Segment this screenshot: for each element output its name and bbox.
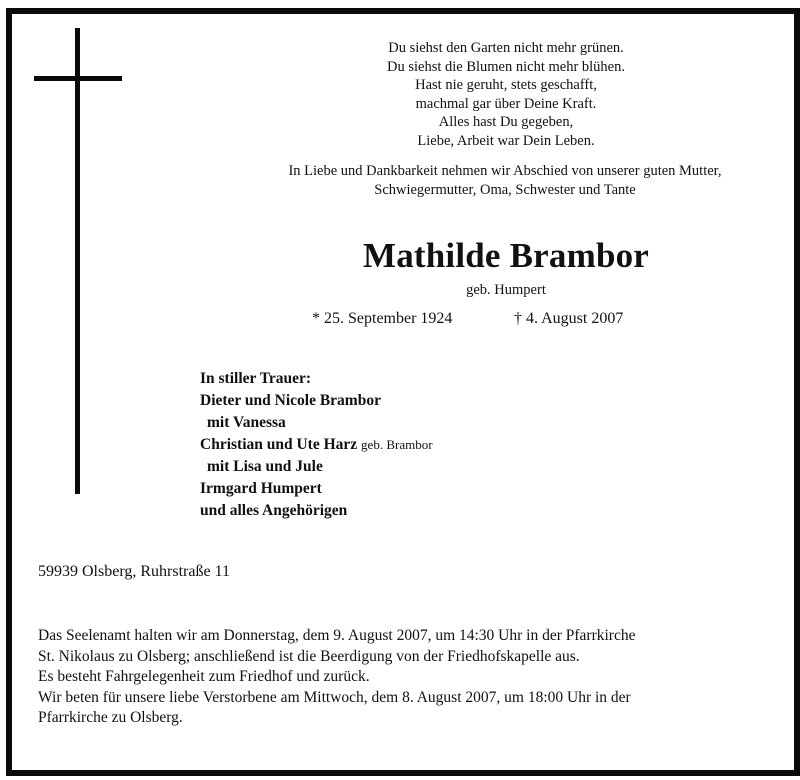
dedication-line: Schwiegermutter, Oma, Schwester und Tante <box>374 182 636 198</box>
announcement-line: Das Seelenamt halten wir am Donnerstag, dem 9. August 2007, um 14:30 Uhr in der Pfarrkirche <box>38 627 636 644</box>
mourner-line: Irmgard Humpert <box>200 480 322 497</box>
mourner-line: und alles Angehörigen <box>200 502 348 519</box>
deceased-name: Mathilde Brambor <box>362 236 650 275</box>
dedication-text <box>234 162 776 200</box>
mourners-heading: In stiller Trauer: <box>200 370 312 387</box>
obituary-notice <box>6 8 800 776</box>
memorial-poem <box>280 39 732 150</box>
poem-line: machmal gar über Deine Kraft. <box>415 95 597 112</box>
announcement-line: Es besteht Fahrgelegenheit zum Friedhof und zurück. <box>38 668 370 685</box>
announcement-line: Pfarrkirche zu Olsberg. <box>38 709 183 726</box>
family-address: 59939 Olsberg, Ruhrstraße 11 <box>38 563 230 580</box>
poem-line: Alles hast Du gegeben, <box>438 114 574 130</box>
poem-line: Du siehst die Blumen nicht mehr blühen. <box>386 58 625 75</box>
mourner-line <box>200 434 520 456</box>
announcement-line: St. Nikolaus zu Olsberg; anschließend ist die Beerdigung von der Friedhofskapelle aus. <box>38 647 580 665</box>
poem-line: Du siehst den Garten nicht mehr grünen. <box>388 40 624 56</box>
cross-vertical-bar <box>75 28 80 494</box>
deceased-birth-name: geb. Humpert <box>466 282 546 298</box>
mourners-list <box>200 368 520 522</box>
mourner-line: mit Vanessa <box>207 414 286 431</box>
death-date: † 4. August 2007 <box>514 310 624 327</box>
poem-line: Liebe, Arbeit war Dein Leben. <box>417 132 595 149</box>
mourner-name: Christian und Ute Harz <box>200 436 358 453</box>
mourner-maiden-name: geb. Brambor <box>361 437 433 452</box>
announcement-line: Wir beten für unsere liebe Verstorbene am Mittwoch, dem 8. August 2007, um 18:00 Uhr in der <box>38 688 631 706</box>
mourner-line: mit Lisa und Jule <box>207 458 323 475</box>
dedication-line: In Liebe und Dankbarkeit nehmen wir Abschied von unserer guten Mutter, <box>288 163 722 179</box>
poem-line: Hast nie geruht, stets geschafft, <box>415 77 597 93</box>
life-dates <box>312 310 657 328</box>
mourner-line: Dieter und Nicole Brambor <box>200 392 381 409</box>
birth-date: * 25. September 1924 <box>312 310 453 327</box>
service-announcement <box>38 626 778 729</box>
cross-horizontal-bar <box>34 76 122 81</box>
